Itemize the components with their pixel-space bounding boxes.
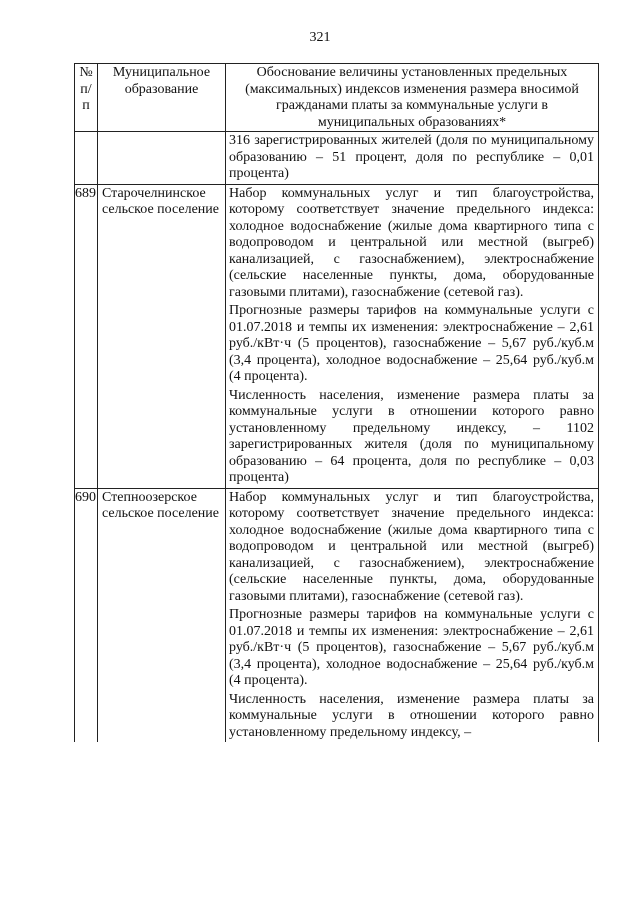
justification-paragraph: 316 зарегистрированных жителей (доля по муниципальному образованию – 51 процент, доля по республике – 0,01 процента) — [229, 133, 594, 181]
justification-paragraph: Численность населения, изменение размера платы за коммунальные услуги в отношении которого равно установленному предельному индексу, – — [229, 691, 594, 740]
row-num: 690 — [75, 488, 98, 742]
tariff-justification-table — [74, 63, 599, 742]
header-municipality: Муниципальное образование — [98, 64, 226, 132]
row-justification — [226, 184, 599, 488]
row-municipality — [98, 132, 226, 185]
table-row — [75, 132, 599, 185]
row-municipality: Старочелнинское сельское поселение — [98, 184, 226, 488]
page-number: 321 — [309, 30, 331, 45]
table-header-row — [75, 64, 599, 132]
row-justification — [226, 132, 599, 185]
header-justification: Обоснование величины установленных предельных (максимальных) индексов изменения размера вносимой гражданами платы за коммунальные услуги в муниципальных образованиях* — [226, 64, 599, 132]
justification-paragraph: Набор коммунальных услуг и тип благоустройства, которому соответствует значение предельного индекса: холодное водоснабжение (жилые дома квартирного типа с водопроводом и центральной или местной (выгреб) канализацией, с газоснабжением), электроснабжение (сельские населенные пункты, дома, оборудованные газовыми плитами), газоснабжение (сетевой газ). — [229, 185, 594, 300]
row-justification — [226, 488, 599, 742]
justification-paragraph: Численность населения, изменение размера платы за коммунальные услуги в отношении которого равно установленному предельному индексу, – 1102 зарегистрированных жителя (доля по муниципальному образованию – 64 процента, доля по республике – 0,03 процента) — [229, 387, 594, 485]
table-row — [75, 488, 599, 742]
table-row — [75, 184, 599, 488]
header-num: № п/п — [75, 64, 98, 132]
justification-paragraph: Прогнозные размеры тарифов на коммунальные услуги с 01.07.2018 и темпы их изменения: электроснабжение – 2,61 руб./кВт·ч (5 процентов), газоснабжение – 5,67 руб./куб.м (3,4 процента), холодное водоснабжение – 25,64 руб./куб.м (4 процента). — [229, 607, 594, 688]
row-num: 689 — [75, 184, 98, 488]
row-municipality: Степноозерское сельское поселение — [98, 488, 226, 742]
justification-paragraph: Набор коммунальных услуг и тип благоустройства, которому соответствует значение предельного индекса: холодное водоснабжение (жилые дома квартирного типа с водопроводом и центральной или местной (выгреб) канализацией, с газоснабжением), электроснабжение (сельские населенные пункты, дома, оборудованные газовыми плитами), газоснабжение (сетевой газ). — [229, 489, 594, 604]
row-num — [75, 132, 98, 185]
justification-paragraph: Прогнозные размеры тарифов на коммунальные услуги с 01.07.2018 и темпы их изменения: электроснабжение – 2,61 руб./кВт·ч (5 процентов), газоснабжение – 5,67 руб./куб.м (3,4 процента), холодное водоснабжение – 25,64 руб./куб.м (4 процента). — [229, 303, 594, 384]
